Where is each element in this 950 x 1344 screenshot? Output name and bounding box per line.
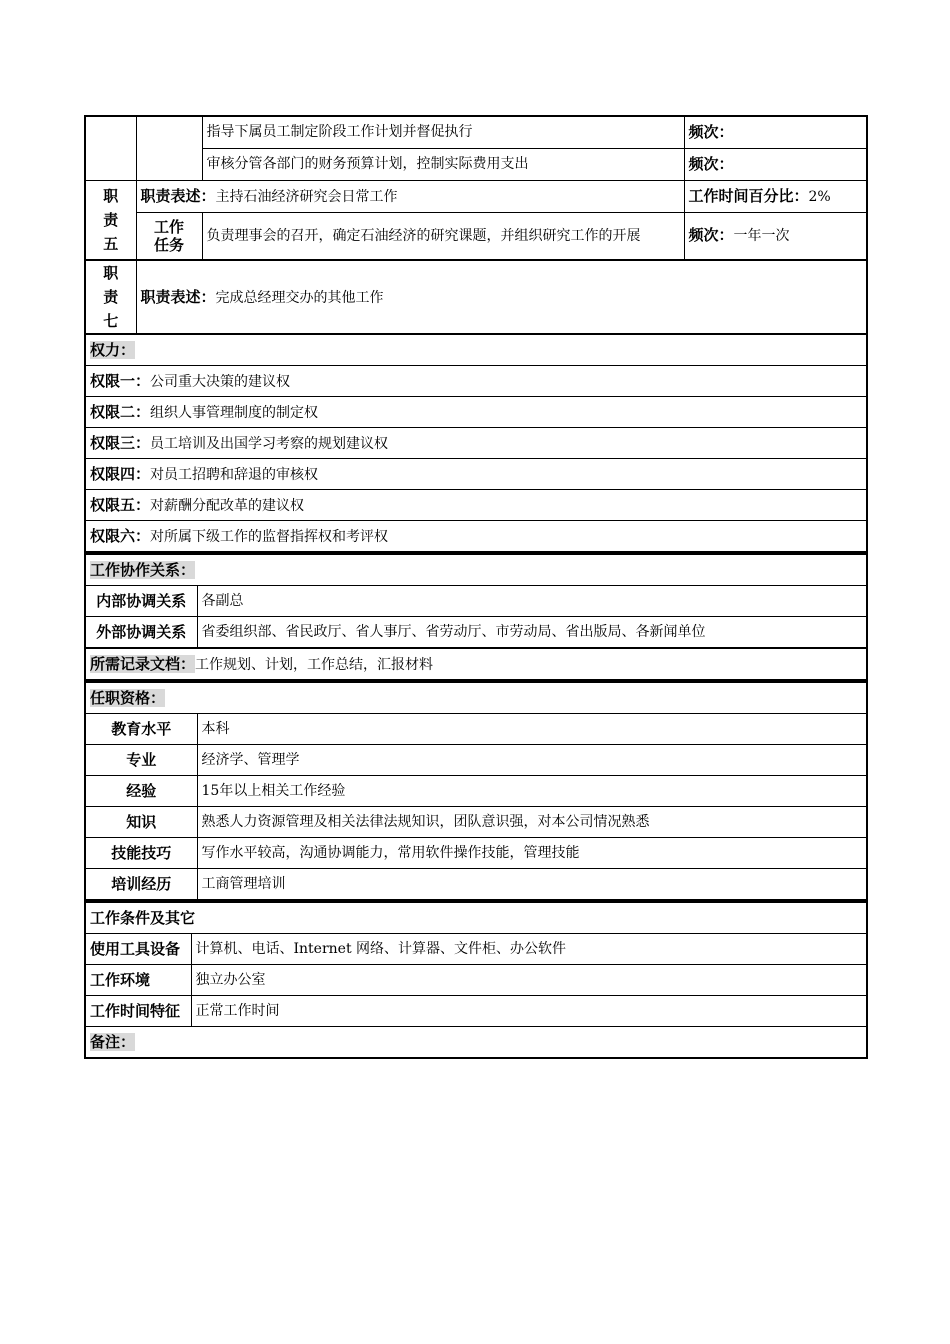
qualification-value: 经济学、管理学 (197, 745, 867, 776)
frequency-label: 频次： (688, 122, 734, 141)
task-label-cell (136, 116, 202, 180)
qualification-value: 熟悉人力资源管理及相关法律法规知识，团队意识强，对本公司情况熟悉 (197, 807, 867, 838)
power-item (85, 428, 867, 459)
condition-label: 工作时间特征 (85, 996, 191, 1027)
internal-relation-label: 内部协调关系 (85, 586, 197, 617)
job-description-table (84, 115, 868, 553)
frequency-value: 一年一次 (733, 228, 790, 245)
task-text: 审核分管各部门的财务预算计划，控制实际费用支出 (202, 148, 684, 180)
duty-5-char: 五 (103, 234, 119, 253)
power-text: 对所属下级工作的监督指挥权和考评权 (150, 528, 389, 545)
duty-5-label (85, 180, 136, 260)
power-label: 权限三： (90, 433, 151, 452)
qualification-label: 教育水平 (85, 714, 197, 745)
description-text: 完成总经理交办的其他工作 (215, 289, 384, 306)
powers-header-row (85, 334, 867, 366)
description-label: 职责表述： (140, 287, 216, 306)
power-text: 对员工招聘和辞退的审核权 (150, 466, 319, 483)
records-row (85, 648, 867, 680)
power-label: 权限一： (90, 371, 151, 390)
power-row (85, 428, 867, 459)
power-item (85, 366, 867, 397)
power-item (85, 397, 867, 428)
qualifications-title (85, 682, 867, 714)
powers-title (85, 334, 867, 366)
duty-7-char: 责 (103, 288, 119, 306)
task-label (136, 212, 202, 260)
records-cell (85, 648, 867, 680)
qualification-row (85, 838, 867, 869)
qualification-label: 经验 (85, 776, 197, 807)
condition-value: 计算机、电话、Internet 网络、计算器、文件柜、办公软件 (191, 934, 867, 965)
qualifications-header-row (85, 682, 867, 714)
power-label: 权限二： (90, 402, 151, 421)
conditions-table (84, 901, 868, 1059)
power-text: 对薪酬分配改革的建议权 (150, 497, 305, 514)
power-text: 公司重大决策的建议权 (150, 373, 291, 390)
power-text: 组织人事管理制度的制定权 (150, 404, 319, 421)
remarks-cell (85, 1027, 867, 1059)
qualifications-table (84, 681, 868, 901)
power-label: 权限四： (90, 464, 151, 483)
section-title: 权力： (90, 340, 136, 359)
condition-row (85, 934, 867, 965)
frequency-label: 频次： (688, 226, 734, 245)
qualification-value: 写作水平较高，沟通协调能力，常用软件操作技能，管理技能 (197, 838, 867, 869)
condition-row (85, 996, 867, 1027)
relations-header-row (85, 554, 867, 586)
external-relation-value: 省委组织部、省民政厅、省人事厅、省劳动厅、市劳动局、省出版局、各新闻单位 (197, 617, 867, 649)
qualification-value: 本科 (197, 714, 867, 745)
percentage-value: 2% (808, 188, 831, 205)
duty-5-description (136, 180, 684, 212)
condition-value: 独立办公室 (191, 965, 867, 996)
power-item (85, 490, 867, 521)
relations-title (85, 554, 867, 586)
internal-relation-row (85, 586, 867, 617)
job-description-sheet (84, 115, 866, 1059)
condition-row (85, 965, 867, 996)
power-row (85, 366, 867, 397)
section-title: 任职资格： (90, 688, 166, 707)
qualification-row (85, 869, 867, 901)
power-row (85, 490, 867, 521)
task-label-line: 任务 (153, 235, 184, 254)
duty-7-char: 职 (103, 264, 119, 282)
relations-table (84, 553, 868, 681)
conditions-title (85, 902, 867, 934)
task-frequency (684, 212, 867, 260)
internal-relation-value: 各副总 (197, 586, 867, 617)
qualification-label: 专业 (85, 745, 197, 776)
qualification-value: 工商管理培训 (197, 869, 867, 901)
records-value: 工作规划、计划，工作总结，汇报材料 (195, 656, 434, 673)
power-row (85, 521, 867, 553)
duty-5-percentage (684, 180, 867, 212)
duty-7-label (85, 260, 136, 334)
qualification-value: 15年以上相关工作经验 (197, 776, 867, 807)
qualification-label: 培训经历 (85, 869, 197, 901)
condition-label: 工作环境 (85, 965, 191, 996)
duty-label-cell (85, 116, 136, 180)
external-relation-label: 外部协调关系 (85, 617, 197, 649)
power-item (85, 459, 867, 490)
duty-5-desc-row (85, 180, 867, 212)
task-frequency (684, 148, 867, 180)
power-row (85, 459, 867, 490)
section-title: 工作协作关系： (90, 560, 196, 579)
task-row (85, 116, 867, 148)
task-frequency (684, 116, 867, 148)
task-text: 指导下属员工制定阶段工作计划并督促执行 (202, 116, 684, 148)
remarks-row (85, 1027, 867, 1059)
task-text: 负责理事会的召开，确定石油经济的研究课题，并组织研究工作的开展 (202, 212, 684, 260)
external-relation-row (85, 617, 867, 649)
power-text: 员工培训及出国学习考察的规划建议权 (150, 435, 389, 452)
percentage-label: 工作时间百分比： (688, 186, 809, 205)
power-label: 权限五： (90, 495, 151, 514)
records-label: 所需记录文档： (90, 654, 196, 673)
duty-5-char: 职 (103, 186, 119, 205)
qualification-row (85, 807, 867, 838)
power-label: 权限六： (90, 526, 151, 545)
task-row (85, 148, 867, 180)
remarks-label: 备注： (90, 1032, 136, 1051)
qualification-row (85, 714, 867, 745)
condition-value: 正常工作时间 (191, 996, 867, 1027)
description-text: 主持石油经济研究会日常工作 (215, 188, 398, 205)
duty-7-description (136, 260, 867, 334)
qualification-row (85, 776, 867, 807)
conditions-header-row (85, 902, 867, 934)
duty-5-task-row (85, 212, 867, 260)
qualification-label: 知识 (85, 807, 197, 838)
qualification-row (85, 745, 867, 776)
power-row (85, 397, 867, 428)
qualification-label: 技能技巧 (85, 838, 197, 869)
description-label: 职责表述： (140, 186, 216, 205)
duty-7-row (85, 260, 867, 334)
section-title: 工作条件及其它 (90, 908, 196, 927)
duty-7-char: 七 (103, 312, 119, 330)
condition-label: 使用工具设备 (85, 934, 191, 965)
duty-5-char: 责 (103, 210, 119, 229)
power-item (85, 521, 867, 553)
frequency-label: 频次： (688, 154, 734, 173)
task-label-line: 工作 (153, 217, 184, 236)
